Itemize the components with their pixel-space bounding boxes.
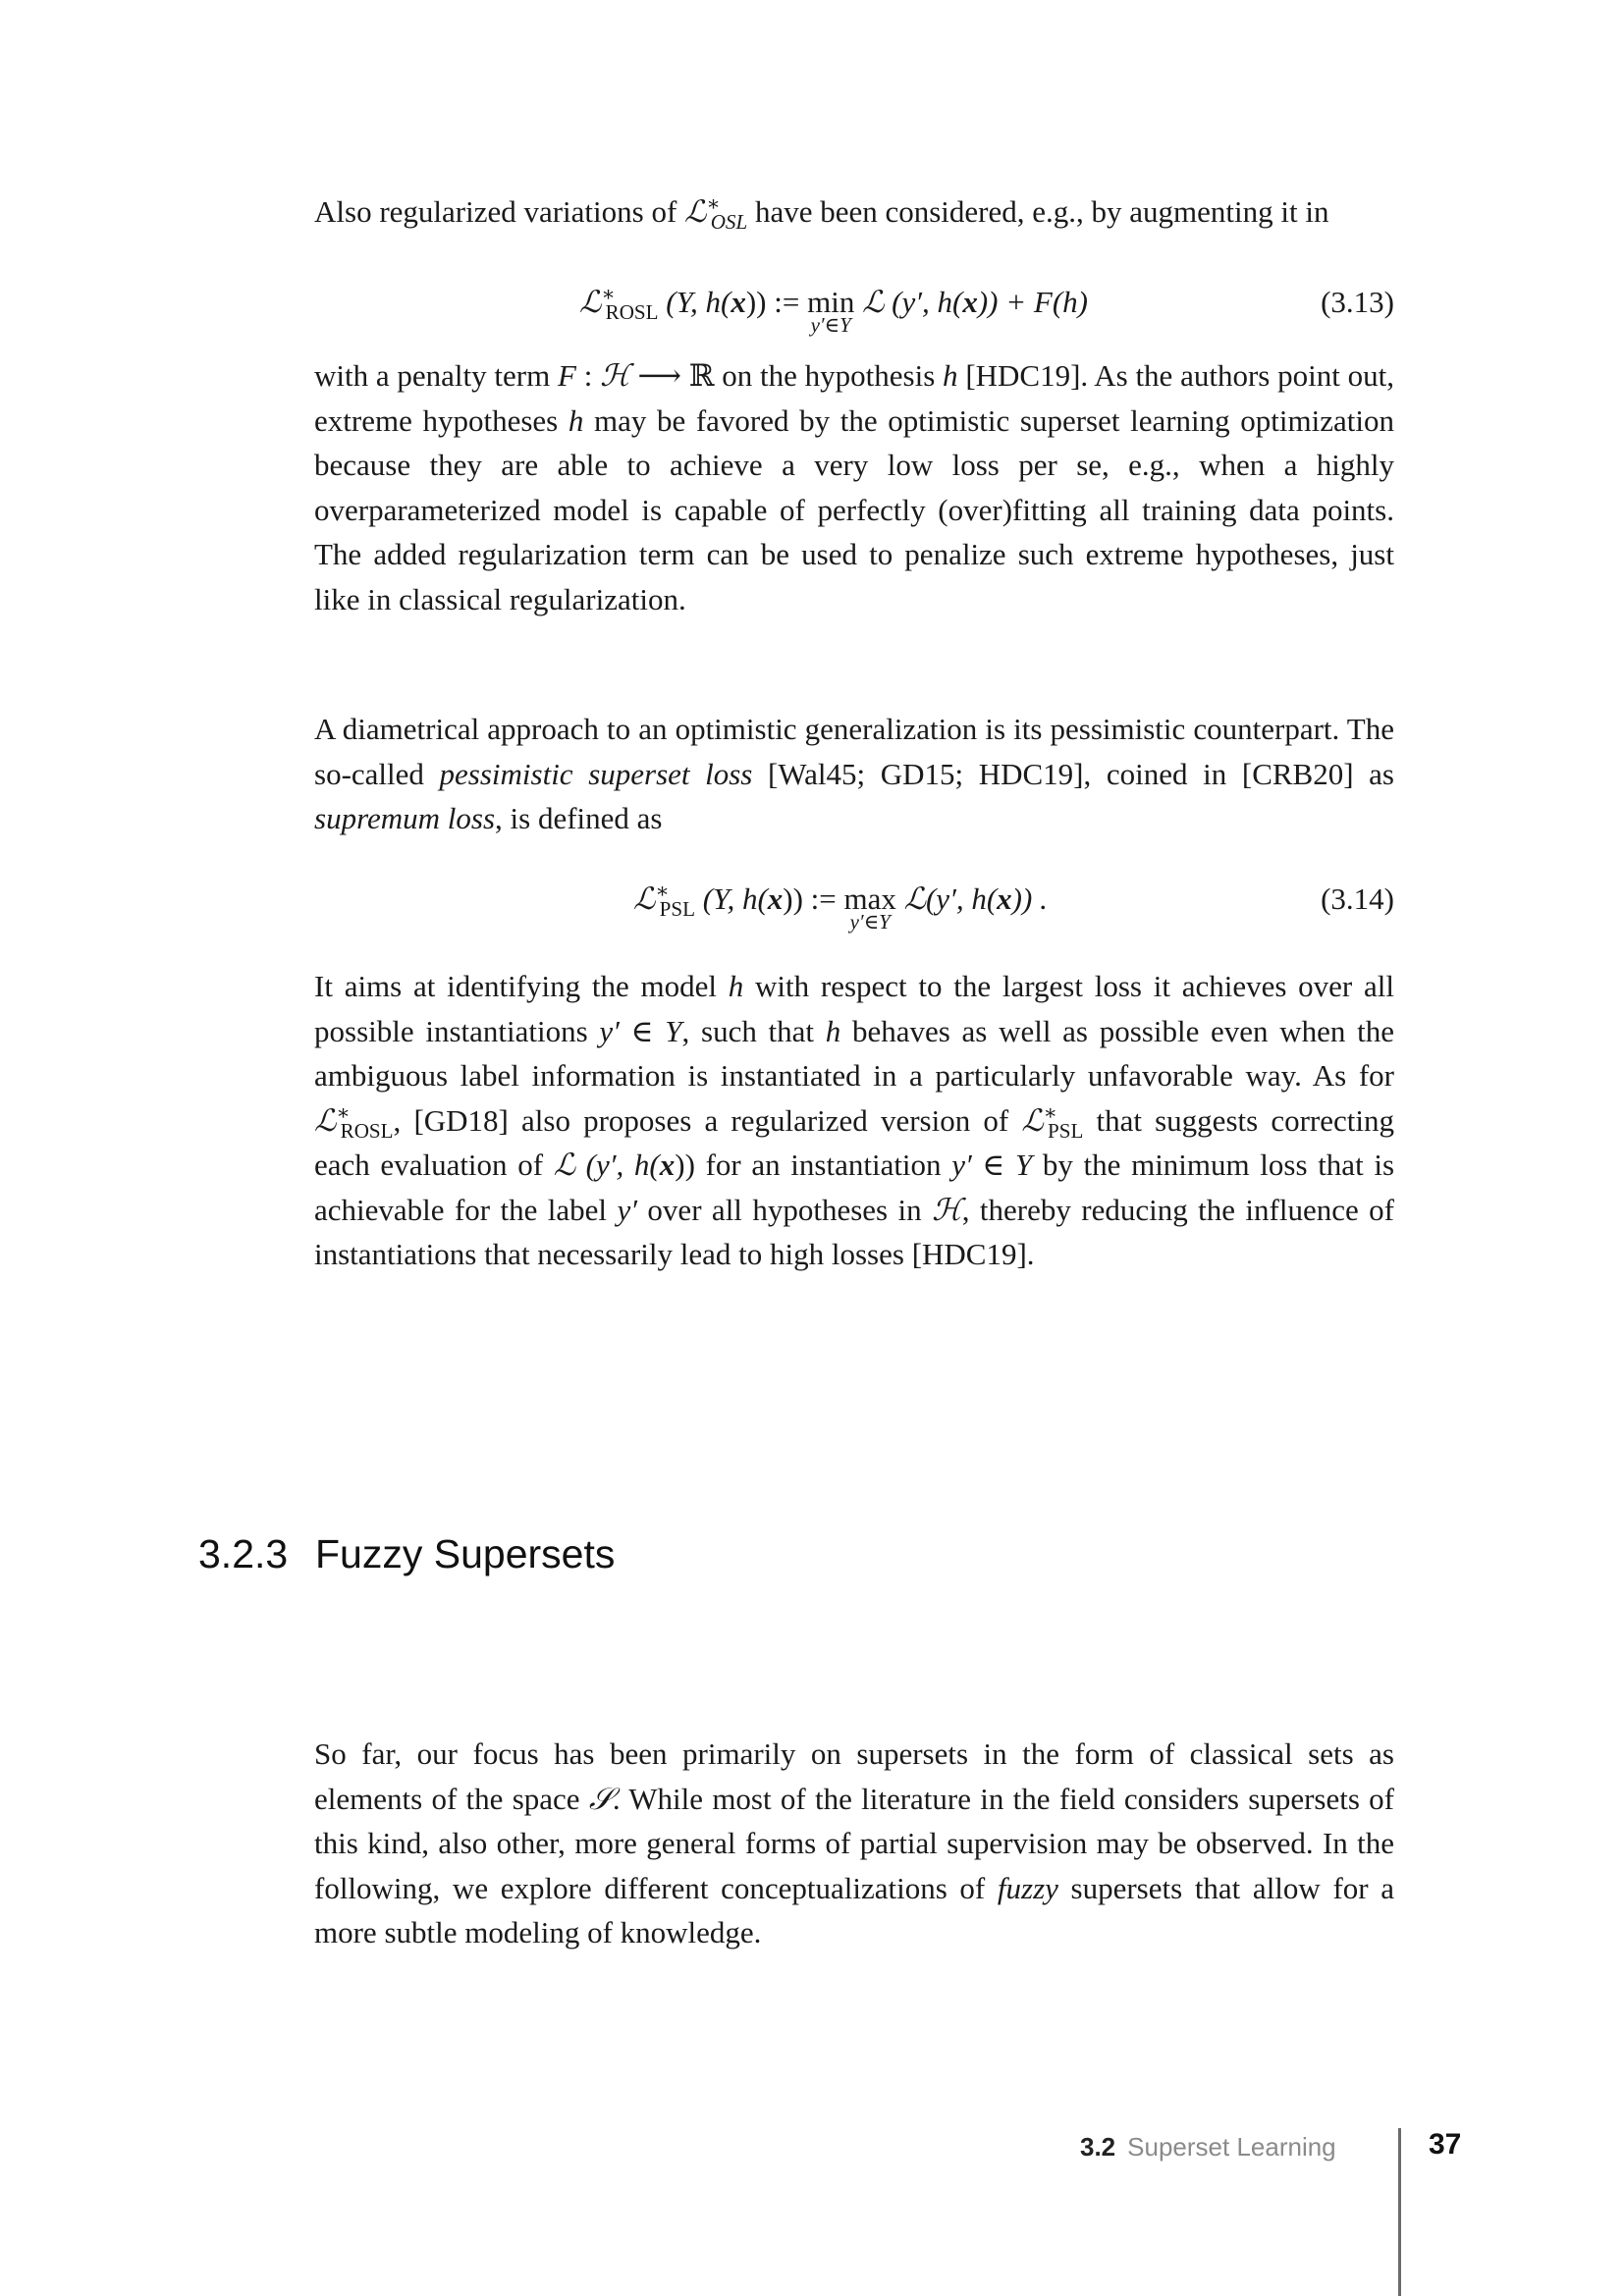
section-title: Fuzzy Supersets: [315, 1531, 616, 1576]
paragraph-penalty-term: with a penalty term F : ℋ ⟶ ℝ on the hypothesis h [HDC19]. As the authors point out, extreme hypotheses h may be favored by the optimistic superset learning optimization because they are able to achieve a very low loss per se, e.g., when a highly overparameterized model is capable of perfectly (over)fitting all training data points. The added regularization term can be used to penalize such extreme hypotheses, just like in classical regularization.: [314, 358, 1394, 616]
paragraph-pessimistic-approach: A diametrical approach to an optimistic generalization is its pessimistic counterpart. The so-called pessimistic superset loss [Wal45; GD15; HDC19], coined in [CRB20] as supremum loss, is defined as: [314, 712, 1394, 835]
paragraph-model-identification: It aims at identifying the model h with respect to the largest loss it achieves over all possible instantiations y′ ∈ Y, such that h behaves as well as possible even when the ambiguous label information is instantiated in a particularly unfavorable way. As for ℒ∗$_{ROSL}$, [GD18] also proposes a regularized version of ℒ∗$_{PSL}$ that suggests correcting each evaluation of ℒ (y′, h(x)) for an instantiation y′ ∈ Y by the minimum loss that is achievable for the label y′ over all hypotheses in ℋ, thereby reducing the influence of instantiations that necessarily lead to high losses [HDC19].: [314, 969, 1395, 1271]
equation-3-14-body: ℒ∗$_{PSL}$ (Y, h(x)) := max y′∈Y ℒ(y′, h(x)) .: [633, 879, 1048, 934]
running-footer: [1080, 2132, 1336, 2163]
footer-section-title: Superset Learning: [1127, 2132, 1336, 2162]
text: Also regularized variations of: [314, 194, 685, 229]
equation-number: (3.13): [1321, 285, 1394, 319]
page-number: 37: [1429, 2128, 1462, 2161]
equation-3-13: [314, 280, 1394, 339]
equation-number: (3.14): [1321, 881, 1394, 916]
section-heading: [198, 1531, 615, 1577]
paragraph-regularized-variations: [314, 189, 1394, 235]
math-L-rosl: ℒ∗$_{ROSL}$: [314, 1100, 394, 1143]
equation-3-13-body: ℒ∗$_{ROSL}$ (Y, h(x)) := min y′∈Y ℒ (y′, h(x)) + F(h): [579, 282, 1088, 337]
math-L-psl: ℒ∗$_{PSL}$: [1021, 1100, 1084, 1143]
math-L-osl: ℒ∗$_{OSL}$: [684, 191, 748, 235]
section-number: 3.2.3: [198, 1531, 289, 1576]
text: have been considered, e.g., by augmenting it in: [747, 194, 1329, 229]
footer-section-number: 3.2: [1080, 2132, 1116, 2162]
equation-3-14: [314, 877, 1394, 935]
footer-divider: [1398, 2128, 1401, 2296]
paragraph-fuzzy-supersets: So far, our focus has been primarily on supersets in the form of classical sets as elements of the space 𝒮. While most of the literature in the field considers supersets of this kind, also other, more general forms of partial supervision may be observed. In the following, we explore different conceptualizations of fuzzy supersets that allow for a more subtle modeling of knowledge.: [314, 1736, 1395, 1949]
